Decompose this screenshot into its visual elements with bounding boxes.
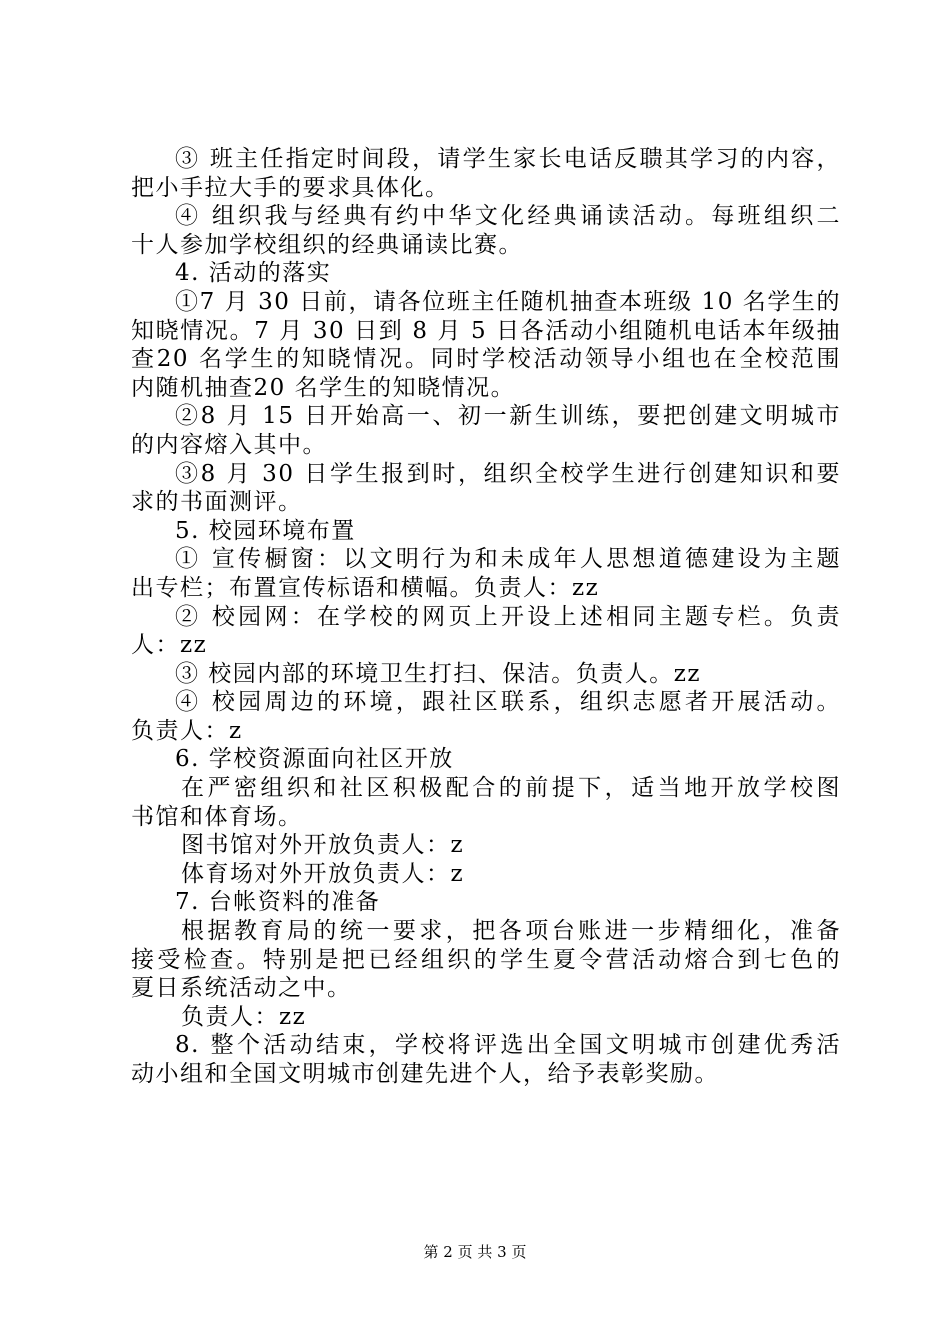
paragraph-line: 出专栏；布置宣传标语和横幅。负责人：zz (131, 574, 600, 601)
paragraph-line: 接受检查。特别是把已经组织的学生夏令营活动熔合到七色的 (131, 946, 841, 973)
paragraph-line: ①7 月 30 日前，请各位班主任随机抽查本班级 10 名学生的 (175, 288, 841, 315)
paragraph-line: 内随机抽查20 名学生的知晓情况。 (131, 374, 516, 401)
paragraph-line: 体育场对外开放负责人：z (181, 860, 465, 887)
paragraph-line: 十人参加学校组织的经典诵读比赛。 (131, 231, 523, 258)
paragraph-line: 在严密组织和社区积极配合的前提下，适当地开放学校图 (181, 775, 841, 802)
paragraph-line: ④ 组织我与经典有约中华文化经典诵读活动。每班组织二 (175, 203, 841, 230)
section-heading: 4. 活动的落实 (175, 260, 332, 287)
paragraph-line: 负责人：zz (181, 1003, 307, 1030)
paragraph-line: 图书馆对外开放负责人：z (181, 832, 465, 859)
paragraph-line: 人：zz (131, 632, 208, 659)
paragraph-line: 动小组和全国文明城市创建先进个人，给予表彰奖励。 (131, 1061, 719, 1087)
paragraph-line: 查20 名学生的知晓情况。同时学校活动领导小组也在全校范围 (131, 346, 841, 373)
paragraph-line: ④ 校园周边的环境，跟社区联系，组织志愿者开展活动。 (175, 689, 841, 716)
paragraph-line: 8. 整个活动结束，学校将评选出全国文明城市创建优秀活 (175, 1032, 841, 1059)
paragraph-line: ③ 校园内部的环境卫生打扫、保洁。负责人。zz (175, 660, 702, 687)
paragraph-line: ③ 班主任指定时间段，请学生家长电话反聩其学习的内容， (175, 146, 841, 172)
section-heading: 7. 台帐资料的准备 (175, 889, 381, 916)
paragraph-line: 的内容熔入其中。 (131, 431, 327, 458)
page-number-footer: 第 2 页 共 3 页 (423, 1243, 527, 1261)
section-heading: 6. 学校资源面向社区开放 (175, 746, 454, 773)
paragraph-line: ③8 月 30 日学生报到时，组织全校学生进行创建知识和要 (175, 460, 841, 487)
paragraph-line: 夏日系统活动之中。 (131, 975, 352, 1002)
paragraph-line: 根据教育局的统一要求，把各项台账进一步精细化，准备 (181, 918, 841, 945)
paragraph-line: 书馆和体育场。 (131, 803, 303, 830)
paragraph-line: 负责人：z (131, 717, 243, 744)
paragraph-line: ② 校园网：在学校的网页上开设上述相同主题专栏。负责 (175, 603, 841, 630)
paragraph-line: ②8 月 15 日开始高一、初一新生训练，要把创建文明城市 (175, 403, 841, 430)
paragraph-line: ① 宣传橱窗：以文明行为和未成年人思想道德建设为主题 (175, 546, 841, 573)
document-body (131, 145, 841, 1089)
paragraph-line: 求的书面测评。 (131, 489, 303, 516)
paragraph-line: 知晓情况。7 月 30 日到 8 月 5 日各活动小组随机电话本年级抽 (131, 317, 841, 344)
section-heading: 5. 校园环境布置 (175, 517, 356, 544)
paragraph-line: 把小手拉大手的要求具体化。 (131, 174, 450, 201)
